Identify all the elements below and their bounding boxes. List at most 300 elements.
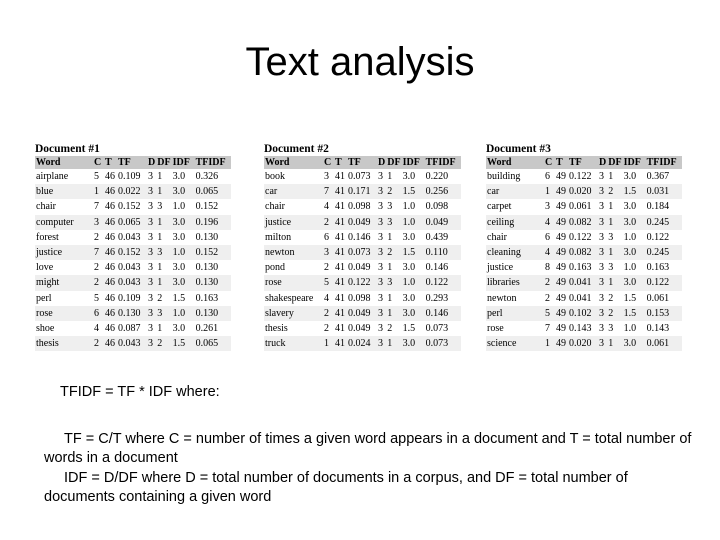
table-cell: 3.0 bbox=[172, 215, 195, 230]
table-cell: 0.022 bbox=[117, 184, 147, 199]
table-cell: building bbox=[487, 171, 521, 182]
table-cell: 41 bbox=[335, 171, 345, 182]
table-cell: 3 bbox=[147, 306, 156, 321]
table-cell: 3 bbox=[378, 201, 383, 213]
table-cell: 3 bbox=[147, 184, 156, 199]
table-cell: love bbox=[36, 262, 54, 274]
table-cell: 0.087 bbox=[118, 323, 141, 335]
table-cell: 0.256 bbox=[425, 184, 461, 199]
table-cell: rose bbox=[35, 306, 93, 321]
table-cell: 0.146 bbox=[425, 262, 449, 274]
table-row bbox=[486, 184, 682, 199]
table-cell: 0.082 bbox=[568, 245, 598, 260]
tf-definition: TF = C/T where C = number of times a given word appears in a document and T = total number of words in a document bbox=[44, 431, 692, 466]
idf-definition: IDF = D/DF where D = total number of documents in a corpus, and DF = total number of documents containing a given word bbox=[44, 470, 628, 505]
column-header: DF bbox=[157, 157, 171, 168]
table-cell: 46 bbox=[105, 171, 115, 182]
table-cell: 49 bbox=[556, 323, 566, 335]
table-row bbox=[486, 306, 682, 321]
table-cell: 0.065 bbox=[195, 184, 231, 199]
table-cell: 1.5 bbox=[623, 306, 646, 321]
table-cell: 3 bbox=[147, 336, 156, 351]
table-cell: 3.0 bbox=[172, 184, 195, 199]
table-cell: 7 bbox=[323, 184, 334, 199]
table-cell: 5 bbox=[94, 292, 99, 304]
table-row bbox=[264, 184, 461, 199]
table-cell: 1 bbox=[544, 336, 555, 351]
table-cell: 3.0 bbox=[623, 171, 637, 182]
column-header: Word bbox=[264, 156, 323, 169]
table-cell: 4 bbox=[544, 215, 555, 230]
table-cell: 3 bbox=[147, 245, 156, 260]
table-cell: 0.049 bbox=[348, 262, 371, 274]
table-row bbox=[264, 306, 461, 321]
document-title: Document #1 bbox=[35, 143, 100, 155]
table-cell: 3 bbox=[599, 171, 604, 182]
table-cell: 0.061 bbox=[646, 336, 682, 351]
table-cell: 3 bbox=[598, 306, 607, 321]
table-cell: 0.073 bbox=[425, 336, 461, 351]
table-cell: 2 bbox=[94, 231, 99, 243]
table-cell: 3 bbox=[387, 201, 393, 213]
table-cell: 1 bbox=[323, 336, 334, 351]
table-cell: 0.326 bbox=[195, 171, 219, 182]
table-cell: 3 bbox=[598, 184, 607, 199]
table-cell: 0.146 bbox=[425, 306, 461, 321]
table-cell: 1 bbox=[387, 292, 393, 304]
column-header: TF bbox=[347, 156, 377, 169]
table-row bbox=[486, 321, 682, 336]
table-cell: 6 bbox=[93, 306, 104, 321]
table-cell: 1 bbox=[157, 262, 163, 274]
column-header: TFIDF bbox=[425, 156, 461, 169]
table-row bbox=[264, 245, 461, 260]
table-cell: 49 bbox=[556, 292, 566, 304]
table-cell: 3 bbox=[147, 215, 156, 230]
column-header: IDF bbox=[172, 156, 195, 169]
table-cell: 1.5 bbox=[402, 245, 425, 260]
table-cell: 3 bbox=[148, 231, 153, 243]
document-table-2 bbox=[264, 142, 461, 351]
table-cell: 1.0 bbox=[402, 275, 425, 290]
table-cell: 2 bbox=[94, 262, 99, 274]
table-cell: 3 bbox=[377, 215, 386, 230]
table-cell: 49 bbox=[555, 275, 568, 290]
table-cell: 3.0 bbox=[402, 171, 416, 182]
table-cell: 46 bbox=[104, 245, 117, 260]
table-cell: 0.049 bbox=[347, 215, 377, 230]
table-cell: 0.245 bbox=[646, 245, 682, 260]
table-cell: 1 bbox=[386, 306, 401, 321]
table-cell: car bbox=[264, 184, 323, 199]
table-header-row bbox=[486, 156, 682, 169]
table-cell: 46 bbox=[105, 201, 115, 213]
table-cell: 46 bbox=[104, 184, 117, 199]
table-cell: 49 bbox=[556, 262, 566, 274]
table-cell: 0.122 bbox=[425, 275, 461, 290]
table-cell: forest bbox=[36, 231, 59, 243]
table-row bbox=[486, 230, 682, 245]
table-cell: 1.5 bbox=[172, 292, 186, 304]
table-cell: 2 bbox=[156, 336, 171, 351]
table-cell: 3 bbox=[377, 306, 386, 321]
table-cell: 3 bbox=[148, 171, 153, 182]
table-cell: 0.130 bbox=[117, 306, 147, 321]
table-row bbox=[35, 321, 231, 336]
table-cell: 2 bbox=[323, 306, 334, 321]
table-cell: 1 bbox=[607, 245, 622, 260]
table-cell: 3 bbox=[378, 231, 383, 243]
document-table-3 bbox=[486, 142, 682, 351]
column-header: D bbox=[148, 157, 156, 168]
table-cell: pond bbox=[265, 262, 285, 274]
column-header: TF bbox=[568, 156, 598, 169]
table-cell: 2 bbox=[93, 275, 104, 290]
table-cell: 0.073 bbox=[347, 245, 377, 260]
table-row bbox=[486, 291, 682, 306]
table-row bbox=[35, 215, 231, 230]
table-cell: 1 bbox=[544, 184, 555, 199]
table-cell: 46 bbox=[104, 275, 117, 290]
table-cell: 0.109 bbox=[118, 292, 141, 304]
table-cell: 0.152 bbox=[195, 201, 219, 213]
column-header: IDF bbox=[402, 156, 425, 169]
column-header: D bbox=[378, 157, 386, 168]
column-header: T bbox=[334, 156, 347, 169]
table-cell: 41 bbox=[334, 184, 347, 199]
table-row bbox=[486, 199, 682, 214]
table-cell: 3.0 bbox=[172, 171, 186, 182]
table-cell: 49 bbox=[556, 201, 566, 213]
table-cell: 0.061 bbox=[646, 292, 670, 304]
table-row bbox=[35, 199, 231, 214]
column-header: T bbox=[104, 156, 117, 169]
table-cell: 41 bbox=[334, 245, 347, 260]
table-cell: 2 bbox=[386, 245, 401, 260]
table-cell: 3 bbox=[378, 292, 383, 304]
table-cell: chair bbox=[36, 201, 56, 213]
table-cell: 3 bbox=[386, 275, 401, 290]
table-cell: 49 bbox=[555, 336, 568, 351]
table-cell: 1 bbox=[607, 275, 622, 290]
table-cell: 0.122 bbox=[569, 231, 592, 243]
table-cell: 0.439 bbox=[425, 231, 449, 243]
table-cell: 3.0 bbox=[402, 292, 416, 304]
table-row bbox=[264, 199, 461, 214]
table-cell: 3 bbox=[608, 323, 614, 335]
table-cell: book bbox=[265, 171, 285, 182]
table-row bbox=[35, 169, 231, 184]
table-cell: 0.122 bbox=[646, 275, 682, 290]
table-cell: 4 bbox=[324, 201, 329, 213]
table-cell: 41 bbox=[334, 275, 347, 290]
table-cell: 0.031 bbox=[646, 184, 682, 199]
table-row bbox=[35, 184, 231, 199]
table-cell: 46 bbox=[105, 262, 115, 274]
column-header: DF bbox=[387, 157, 401, 168]
table-cell: 5 bbox=[323, 275, 334, 290]
table-cell: milton bbox=[265, 231, 292, 243]
table-cell: 1 bbox=[157, 171, 163, 182]
column-header: TF bbox=[117, 156, 147, 169]
table-cell: 0.061 bbox=[569, 201, 592, 213]
table-cell: 2 bbox=[324, 262, 329, 274]
table-cell: 2 bbox=[607, 184, 622, 199]
table-cell: rose bbox=[264, 275, 323, 290]
table-row bbox=[264, 336, 461, 351]
table-cell: 2 bbox=[387, 323, 393, 335]
table-cell: 4 bbox=[324, 292, 329, 304]
table-cell: 0.073 bbox=[425, 323, 449, 335]
table-cell: 3.0 bbox=[623, 336, 646, 351]
table-cell: 0.020 bbox=[568, 184, 598, 199]
table-cell: 0.065 bbox=[195, 336, 231, 351]
table-cell: 0.109 bbox=[118, 171, 141, 182]
table-cell: 1 bbox=[608, 201, 614, 213]
table-cell: 0.152 bbox=[195, 245, 231, 260]
table-row bbox=[264, 230, 461, 245]
table-cell: 0.122 bbox=[569, 171, 592, 182]
table-cell: 8 bbox=[545, 262, 550, 274]
table-cell: 49 bbox=[556, 231, 566, 243]
table-cell: 3 bbox=[156, 245, 171, 260]
table-cell: 1 bbox=[386, 336, 401, 351]
table-cell: rose bbox=[487, 323, 504, 335]
table-cell: 0.110 bbox=[425, 245, 461, 260]
table-cell: 0.098 bbox=[348, 201, 371, 213]
table-row bbox=[264, 321, 461, 336]
table-cell: 1 bbox=[607, 215, 622, 230]
table-cell: 3 bbox=[378, 323, 383, 335]
table-cell: 3 bbox=[148, 323, 153, 335]
table-cell: justice bbox=[264, 215, 323, 230]
table-row bbox=[264, 169, 461, 184]
table-row bbox=[264, 291, 461, 306]
table-row bbox=[486, 215, 682, 230]
table-cell: newton bbox=[487, 292, 517, 304]
tfidf-table bbox=[35, 156, 231, 351]
tfidf-formula: TFIDF = TF * IDF where: bbox=[60, 384, 220, 400]
table-cell: 0.130 bbox=[195, 262, 219, 274]
table-row bbox=[486, 336, 682, 351]
table-cell: 46 bbox=[104, 306, 117, 321]
table-cell: 41 bbox=[335, 231, 345, 243]
table-row bbox=[35, 336, 231, 351]
table-cell: 2 bbox=[386, 184, 401, 199]
table-cell: 1.0 bbox=[623, 323, 637, 335]
table-cell: 0.130 bbox=[195, 275, 231, 290]
table-cell: 7 bbox=[545, 323, 550, 335]
table-cell: 49 bbox=[556, 171, 566, 182]
tfidf-table bbox=[264, 156, 461, 351]
table-cell: 7 bbox=[94, 201, 99, 213]
table-cell: 0.152 bbox=[118, 201, 141, 213]
table-cell: car bbox=[486, 184, 544, 199]
table-row bbox=[35, 306, 231, 321]
column-header: D bbox=[599, 157, 607, 168]
table-header-row bbox=[264, 156, 461, 169]
table-cell: 3 bbox=[147, 275, 156, 290]
table-cell: 2 bbox=[545, 292, 550, 304]
table-cell: 1.5 bbox=[623, 184, 646, 199]
table-cell: 3 bbox=[599, 323, 604, 335]
table-cell: might bbox=[35, 275, 93, 290]
table-cell: 3.0 bbox=[172, 275, 195, 290]
table-cell: 0.041 bbox=[568, 275, 598, 290]
column-header: DF bbox=[608, 157, 622, 168]
table-cell: 3.0 bbox=[172, 262, 186, 274]
table-cell: 0.020 bbox=[568, 336, 598, 351]
table-cell: 1 bbox=[156, 184, 171, 199]
table-cell: 41 bbox=[335, 201, 345, 213]
column-header: C bbox=[323, 156, 334, 169]
column-header: C bbox=[93, 156, 104, 169]
table-cell: 49 bbox=[555, 306, 568, 321]
table-cell: blue bbox=[35, 184, 93, 199]
table-cell: 0.043 bbox=[117, 275, 147, 290]
table-cell: 46 bbox=[104, 336, 117, 351]
table-cell: 3 bbox=[599, 262, 604, 274]
table-cell: 3 bbox=[598, 336, 607, 351]
table-cell: 3 bbox=[598, 215, 607, 230]
table-cell: 0.146 bbox=[348, 231, 371, 243]
tfidf-table bbox=[486, 156, 682, 351]
table-cell: 0.184 bbox=[646, 201, 670, 213]
table-cell: 46 bbox=[105, 323, 115, 335]
table-cell: 0.171 bbox=[347, 184, 377, 199]
table-cell: 3 bbox=[599, 292, 604, 304]
table-cell: justice bbox=[487, 262, 514, 274]
table-cell: 1 bbox=[157, 323, 163, 335]
table-cell: 3.0 bbox=[402, 336, 425, 351]
column-header: TFIDF bbox=[195, 156, 231, 169]
table-cell: 3.0 bbox=[623, 215, 646, 230]
table-cell: 0.245 bbox=[646, 215, 682, 230]
table-cell: 1 bbox=[156, 275, 171, 290]
table-cell: 3.0 bbox=[172, 323, 186, 335]
table-cell: 3 bbox=[378, 262, 383, 274]
table-cell: 4 bbox=[94, 323, 99, 335]
table-cell: 3 bbox=[157, 201, 163, 213]
table-cell: shoe bbox=[36, 323, 55, 335]
table-cell: 0.043 bbox=[118, 231, 141, 243]
table-cell: 0.122 bbox=[347, 275, 377, 290]
table-cell: 1.5 bbox=[623, 292, 637, 304]
table-cell: airplane bbox=[36, 171, 69, 182]
table-cell: 1.5 bbox=[402, 323, 416, 335]
table-cell: 3 bbox=[324, 171, 329, 182]
table-cell: 3.0 bbox=[623, 245, 646, 260]
table-cell: 1 bbox=[93, 184, 104, 199]
table-cell: thesis bbox=[265, 323, 288, 335]
table-cell: 3 bbox=[545, 201, 550, 213]
table-cell: 46 bbox=[104, 215, 117, 230]
column-header: Word bbox=[486, 156, 544, 169]
table-cell: 3 bbox=[377, 275, 386, 290]
table-cell: 0.220 bbox=[425, 171, 449, 182]
table-cell: 0.049 bbox=[347, 306, 377, 321]
table-cell: 3 bbox=[377, 245, 386, 260]
table-cell: 0.098 bbox=[425, 201, 449, 213]
table-cell: newton bbox=[264, 245, 323, 260]
table-cell: 0.043 bbox=[118, 262, 141, 274]
table-cell: 49 bbox=[555, 215, 568, 230]
table-cell: 0.367 bbox=[646, 171, 670, 182]
table-cell: carpet bbox=[487, 201, 512, 213]
table-cell: 3 bbox=[148, 201, 153, 213]
table-header-row bbox=[35, 156, 231, 169]
table-cell: 1.0 bbox=[402, 201, 416, 213]
table-cell: 41 bbox=[334, 306, 347, 321]
document-title: Document #3 bbox=[486, 143, 551, 155]
table-cell: science bbox=[486, 336, 544, 351]
table-cell: 1.0 bbox=[402, 215, 425, 230]
table-cell: justice bbox=[35, 245, 93, 260]
table-cell: 3 bbox=[148, 262, 153, 274]
table-cell: 0.152 bbox=[117, 245, 147, 260]
table-cell: 3 bbox=[386, 215, 401, 230]
table-cell: 3 bbox=[598, 275, 607, 290]
table-cell: 0.073 bbox=[348, 171, 371, 182]
column-header: T bbox=[555, 156, 568, 169]
table-row bbox=[486, 169, 682, 184]
table-cell: 5 bbox=[544, 306, 555, 321]
table-cell: 2 bbox=[157, 292, 163, 304]
table-cell: 3 bbox=[378, 171, 383, 182]
table-cell: 6 bbox=[545, 231, 550, 243]
table-cell: 41 bbox=[335, 262, 345, 274]
document-title: Document #2 bbox=[264, 143, 329, 155]
table-cell: 0.130 bbox=[195, 231, 219, 243]
table-cell: 0.065 bbox=[117, 215, 147, 230]
table-row bbox=[35, 275, 231, 290]
table-cell: 7 bbox=[93, 245, 104, 260]
table-cell: 3 bbox=[377, 184, 386, 199]
table-cell: 2 bbox=[607, 306, 622, 321]
table-cell: 6 bbox=[545, 171, 550, 182]
table-cell: 0.196 bbox=[195, 215, 231, 230]
table-cell: 2 bbox=[608, 292, 614, 304]
table-cell: 3 bbox=[323, 245, 334, 260]
table-cell: computer bbox=[35, 215, 93, 230]
table-cell: 46 bbox=[105, 292, 115, 304]
table-cell: 0.082 bbox=[568, 215, 598, 230]
table-cell: 3 bbox=[598, 245, 607, 260]
table-cell: 0.130 bbox=[195, 306, 231, 321]
table-cell: 3.0 bbox=[623, 201, 637, 213]
table-cell: 3.0 bbox=[402, 231, 416, 243]
table-cell: 0.293 bbox=[425, 292, 449, 304]
slide-title: Text analysis bbox=[245, 40, 475, 84]
table-cell: 0.043 bbox=[117, 336, 147, 351]
table-cell: 3 bbox=[156, 306, 171, 321]
table-cell: 3 bbox=[377, 336, 386, 351]
table-cell: 1.0 bbox=[172, 245, 195, 260]
table-cell: 1.0 bbox=[172, 306, 195, 321]
table-cell: 0.143 bbox=[569, 323, 592, 335]
table-cell: 49 bbox=[555, 184, 568, 199]
table-cell: 5 bbox=[94, 171, 99, 182]
table-cell: 3.0 bbox=[402, 262, 416, 274]
table-cell: 0.024 bbox=[347, 336, 377, 351]
table-cell: 0.163 bbox=[646, 262, 670, 274]
table-row bbox=[486, 260, 682, 275]
table-cell: 0.143 bbox=[646, 323, 670, 335]
table-cell: 41 bbox=[334, 336, 347, 351]
column-header: C bbox=[544, 156, 555, 169]
table-cell: 41 bbox=[335, 323, 345, 335]
table-cell: 0.163 bbox=[195, 292, 219, 304]
